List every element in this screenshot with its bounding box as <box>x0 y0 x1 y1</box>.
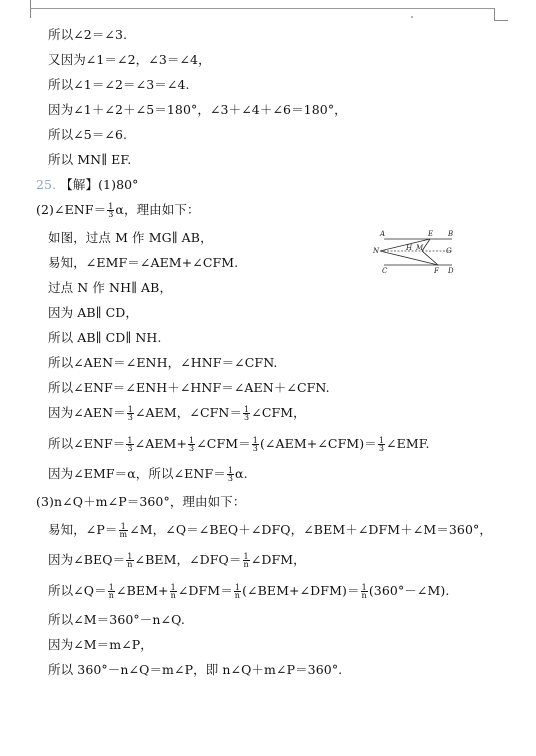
text-line: 所以∠AEN＝∠ENH，∠HNF＝∠CFN. <box>48 355 278 370</box>
part2-prefix: (2)∠ENF＝ <box>36 202 107 217</box>
fraction-one-over-m: $\frac{1}{m}$ <box>119 522 128 539</box>
fraction-one-third: $\frac{1}{3}$ <box>108 202 114 219</box>
text-line: 因为∠M＝m∠P， <box>48 637 153 652</box>
part2-suffix: α， <box>115 202 137 217</box>
part2-header <box>36 202 200 218</box>
fraction-one-third: $\frac{1}{3}$ <box>252 436 258 453</box>
label-f: F <box>434 267 439 275</box>
text-line: 所以 MN∥ EF. <box>48 152 132 167</box>
text-line: 因为∠AEN＝ $\frac{1}{3}$ ∠AEM，∠CFN＝ $\frac{1}{3}$ ∠CFM， <box>48 405 306 422</box>
text-line: 因为∠EMF＝α，所以∠ENF＝ $\frac{1}{3}$ α. <box>48 466 248 483</box>
part2-reason: 理由如下： <box>136 202 200 217</box>
text-line: 过点 N 作 NH∥ AB， <box>48 280 173 295</box>
text-line: 所以∠ENF＝ $\frac{1}{3}$ ∠AEM+ $\frac{1}{3}$ ∠CFM＝ $\frac{1}{3}$ (∠AEM+∠CFM)＝ $\frac{1}{3}$ ∠EMF. <box>48 436 430 453</box>
question-number: 25. <box>36 177 57 192</box>
label-e: E <box>428 230 434 238</box>
label-m: M <box>416 244 424 252</box>
text-line: 因为∠BEQ＝ $\frac{1}{n}$ ∠BEM，∠DFQ＝ $\frac{1}{n}$ ∠DFM， <box>48 552 306 569</box>
fraction-one-over-n: $\frac{1}{n}$ <box>170 583 176 600</box>
text-line: 易知，∠P＝ $\frac{1}{m}$ ∠M，∠Q＝∠BEQ＋∠DFQ，∠BEM＋∠DFM＋∠M＝360°， <box>48 522 492 539</box>
fraction-one-over-n: $\frac{1}{n}$ <box>234 583 241 600</box>
fraction-one-over-n: $\frac{1}{n}$ <box>361 583 367 600</box>
text-line: 所以∠1＝∠2＝∠3＝∠4. <box>48 77 190 92</box>
text-line: 所以 AB∥ CD∥ NH. <box>48 330 162 345</box>
text-line: 易知，∠EMF＝∠AEM+∠CFM. <box>48 255 239 270</box>
parallel-lines-diagram <box>370 226 466 276</box>
fraction-one-third: $\frac{1}{3}$ <box>127 436 133 453</box>
text-line: 所以 360°－n∠Q＝m∠P，即 n∠Q＋m∠P＝360°. <box>48 662 343 677</box>
label-n: N <box>373 247 380 255</box>
crop-mark-left <box>30 0 31 18</box>
text-line: 所以∠2＝∠3. <box>48 27 128 42</box>
speck <box>411 16 413 18</box>
text-line: 所以∠M＝360°－n∠Q. <box>48 612 185 627</box>
label-h: H <box>406 244 413 252</box>
fraction-one-third: $\frac{1}{3}$ <box>378 436 385 453</box>
crop-mark-right-horizontal <box>494 20 508 21</box>
text-line: 所以∠ENF＝∠ENH＋∠HNF＝∠AEN＋∠CFN. <box>48 380 330 395</box>
text-line: 所以∠5＝∠6. <box>48 127 128 142</box>
label-g: G <box>446 247 452 255</box>
label-a: A <box>380 230 386 238</box>
fraction-one-third: $\frac{1}{3}$ <box>227 466 234 483</box>
text-line: 所以∠Q＝ $\frac{1}{n}$ ∠BEM+ $\frac{1}{n}$ ∠DFM＝ $\frac{1}{n}$ (∠BEM+∠DFM)＝ $\frac{1}{n}$ (360°－∠M). <box>48 583 450 600</box>
fraction-one-over-n: $\frac{1}{n}$ <box>243 552 249 569</box>
label-b: B <box>448 230 454 238</box>
fraction-one-third: $\frac{1}{3}$ <box>189 436 195 453</box>
fraction-one-third: $\frac{1}{3}$ <box>244 405 250 422</box>
fraction-one-over-n: $\frac{1}{n}$ <box>127 552 133 569</box>
answer-part1: 【解】(1)80° <box>60 177 139 192</box>
text-line: 因为 AB∥ CD， <box>48 305 139 320</box>
text-line: 因为∠1＋∠2＋∠5＝180°，∠3＋∠4＋∠6＝180°， <box>48 102 347 117</box>
part3-header: (3)n∠Q＋m∠P＝360°，理由如下： <box>36 494 246 509</box>
fraction-one-over-n: $\frac{1}{n}$ <box>108 583 114 600</box>
text-line: 如图，过点 M 作 MG∥ AB， <box>48 230 213 245</box>
text-line: 又因为∠1＝∠2，∠3＝∠4， <box>48 52 211 67</box>
label-d: D <box>448 267 454 275</box>
header-rule <box>30 8 495 9</box>
geometry-figure <box>370 226 466 276</box>
label-c: C <box>382 267 388 275</box>
fraction-one-third: $\frac{1}{3}$ <box>127 405 133 422</box>
segment-nf <box>380 251 438 265</box>
question-header <box>36 177 139 193</box>
